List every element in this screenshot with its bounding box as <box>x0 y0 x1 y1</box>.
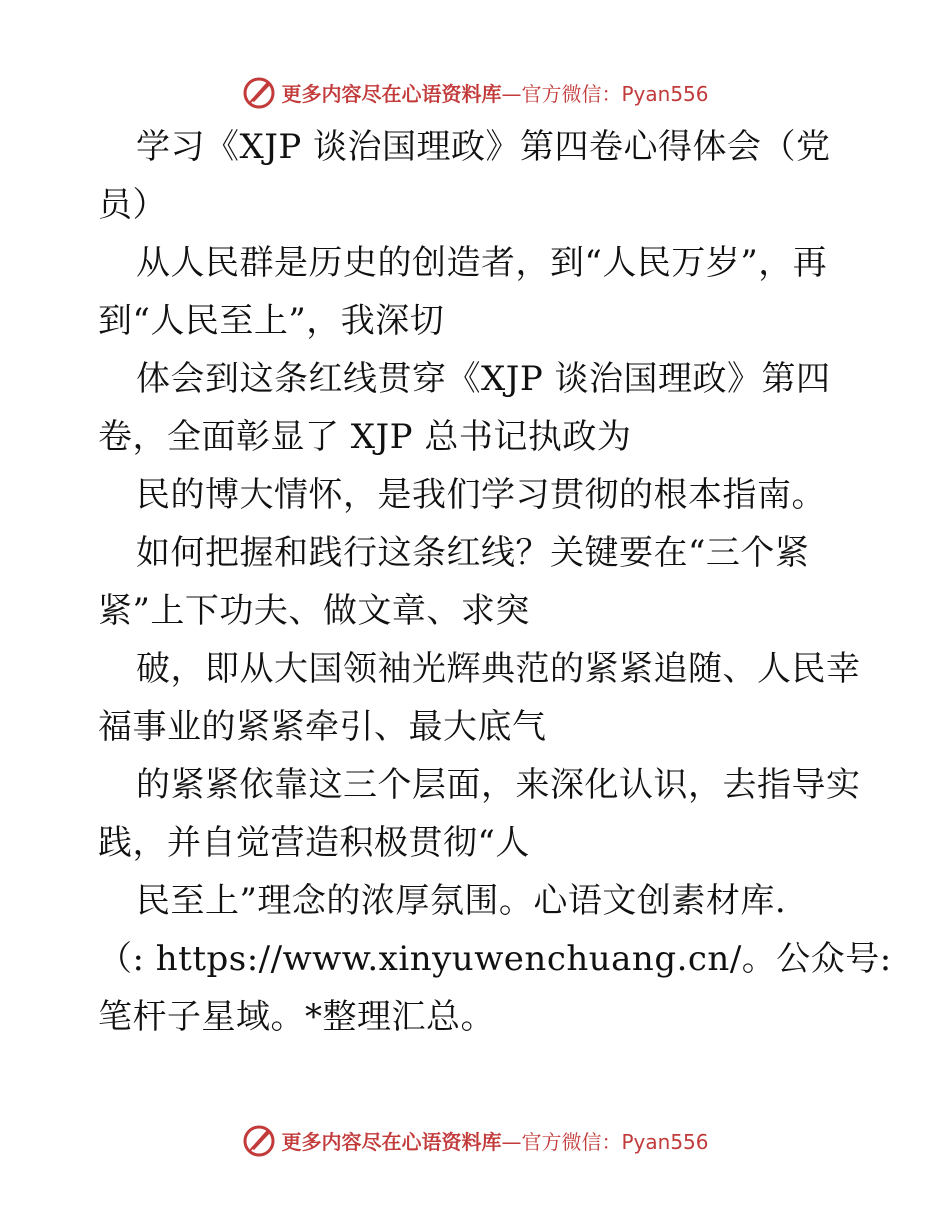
text-line: 到“人民至上”，我深切 <box>98 301 445 341</box>
header-banner <box>0 72 950 112</box>
footer-slogan: 更多内容尽在心语资料库 <box>281 1129 502 1154</box>
quill-logo-icon <box>241 74 277 110</box>
header-contact-label: 官方微信： <box>521 81 622 106</box>
footer-contact-label: 官方微信： <box>521 1129 622 1154</box>
footer-contact-id: Pyan556 <box>621 1129 709 1154</box>
footer-dash: — <box>501 1129 522 1154</box>
header-contact-id: Pyan556 <box>621 81 709 106</box>
document-title-line-2: 员） <box>98 185 167 225</box>
text-line: 体会到这条红线贯穿《XJP 谈治国理政》第四 <box>136 359 831 399</box>
document-body <box>98 118 892 1046</box>
text-line: 的紧紧依靠这三个层面，来深化认识，去指导实 <box>136 765 861 805</box>
header-banner-text <box>281 78 708 107</box>
source-url-line: （: https://www.xinyuwenchuang.cn/。公众号: <box>98 939 892 979</box>
quill-logo-icon <box>241 1122 277 1158</box>
text-line: 笔杆子星域。*整理汇总。 <box>98 997 495 1037</box>
text-line: 践，并自觉营造积极贯彻“人 <box>98 823 530 863</box>
footer-banner-text <box>281 1126 708 1155</box>
footer-banner <box>0 1120 950 1160</box>
header-dash: — <box>501 81 522 106</box>
text-line: 民至上”理念的浓厚氛围。心语文创素材库. <box>136 881 787 921</box>
text-line: 卷，全面彰显了 XJP 总书记执政为 <box>98 417 632 457</box>
header-slogan: 更多内容尽在心语资料库 <box>281 81 502 106</box>
text-line: 民的博大情怀，是我们学习贯彻的根本指南。 <box>136 475 826 515</box>
text-line: 紧”上下功夫、做文章、求突 <box>98 591 530 631</box>
text-line: 如何把握和践行这条红线？关键要在“三个紧 <box>136 533 810 573</box>
text-line: 破，即从大国领袖光辉典范的紧紧追随、人民幸 <box>136 649 861 689</box>
document-title-line-1: 学习《XJP 谈治国理政》第四卷心得体会（党 <box>136 127 831 167</box>
text-line: 福事业的紧紧牵引、最大底气 <box>98 707 547 747</box>
text-line: 从人民群是历史的创造者，到“人民万岁”，再 <box>136 243 828 283</box>
